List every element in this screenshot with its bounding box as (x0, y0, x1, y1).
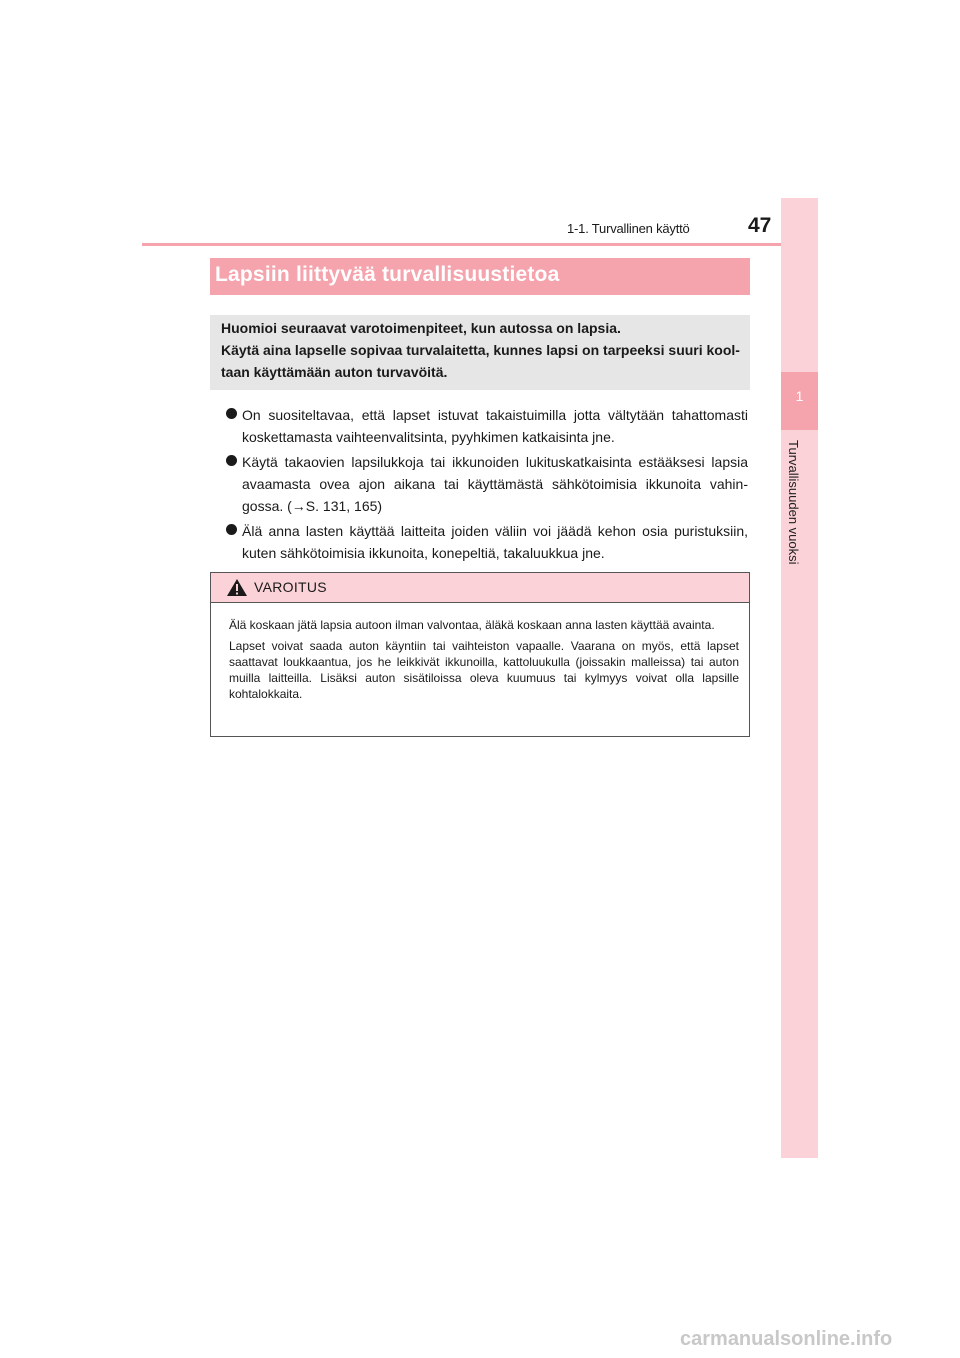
warning-header (211, 573, 749, 603)
watermark: carmanualsonline.info (680, 1328, 893, 1350)
warning-box (210, 572, 750, 737)
intro-line-2: Käytä aina lapselle sopivaa turvalaitetta, kunnes lapsi on tarpeeksi suuri kool- (221, 342, 740, 358)
header-divider (142, 243, 818, 246)
warning-paragraph: Älä koskaan jätä lapsia autoon ilman valvontaa, äläkä koskaan anna lasten käyttää avainta. (229, 618, 715, 632)
bullet-text: On suositeltavaa, että lapset istuvat takaistuimilla jotta vältytään tahattomasti koskettamasta vaihteenvalitsinta, pyyhkimen katkaisinta jne. (242, 407, 748, 445)
page-number: 47 (748, 214, 772, 237)
warning-triangle-icon (226, 578, 248, 602)
intro-line-1: Huomioi seuraavat varotoimenpiteet, kun autossa on lapsia. (221, 320, 621, 336)
chapter-title: Turvallisuuden vuoksi (786, 440, 801, 565)
bullet-icon (226, 455, 237, 466)
list-item (226, 404, 748, 448)
section-title-bar (210, 258, 750, 295)
intro-box (210, 315, 750, 390)
bullet-icon (226, 524, 237, 535)
warning-paragraph: Lapset voivat saada auton käyntiin tai vaihteiston vapaalle. Vaarana on myös, että lapset saattavat loukkaantua, jos he leikkivät ikkunoilla, kattoluukulla (joissakin malleissa) tai auton muilla laitteilla. Lisäksi auton sisätiloissa oleva kuumuus tai kylmyys voivat olla lapsille kohtalokkaita. (229, 639, 739, 701)
warning-body (229, 617, 739, 707)
bullet-text: Käytä takaovien lapsilukkoja tai ikkunoiden lukituskatkaisinta estääksesi lapsia avaamasta ovea ajon aikana tai käyttämästä sähkötoimisia ikkunoita vahin-gossa. (→S. 131, 165) (242, 454, 748, 514)
bullet-text: Älä anna lasten käyttää laitteita joiden väliin voi jäädä kehon osia puristuksiin, kuten sähkötoimisia ikkunoita, konepeltiä, takaluukkua jne. (242, 523, 748, 561)
section-label: 1-1. Turvallinen käyttö (567, 221, 690, 236)
bullet-icon (226, 408, 237, 419)
chapter-side-tab (781, 198, 818, 1158)
bullet-list (226, 404, 748, 567)
section-title: Lapsiin liittyvää turvallisuustietoa (215, 263, 560, 286)
list-item (226, 520, 748, 564)
intro-line-3: taan käyttämään auton turvavöitä. (221, 364, 448, 380)
list-item (226, 451, 748, 517)
warning-title: VAROITUS (254, 579, 327, 595)
chapter-number: 1 (795, 388, 804, 404)
